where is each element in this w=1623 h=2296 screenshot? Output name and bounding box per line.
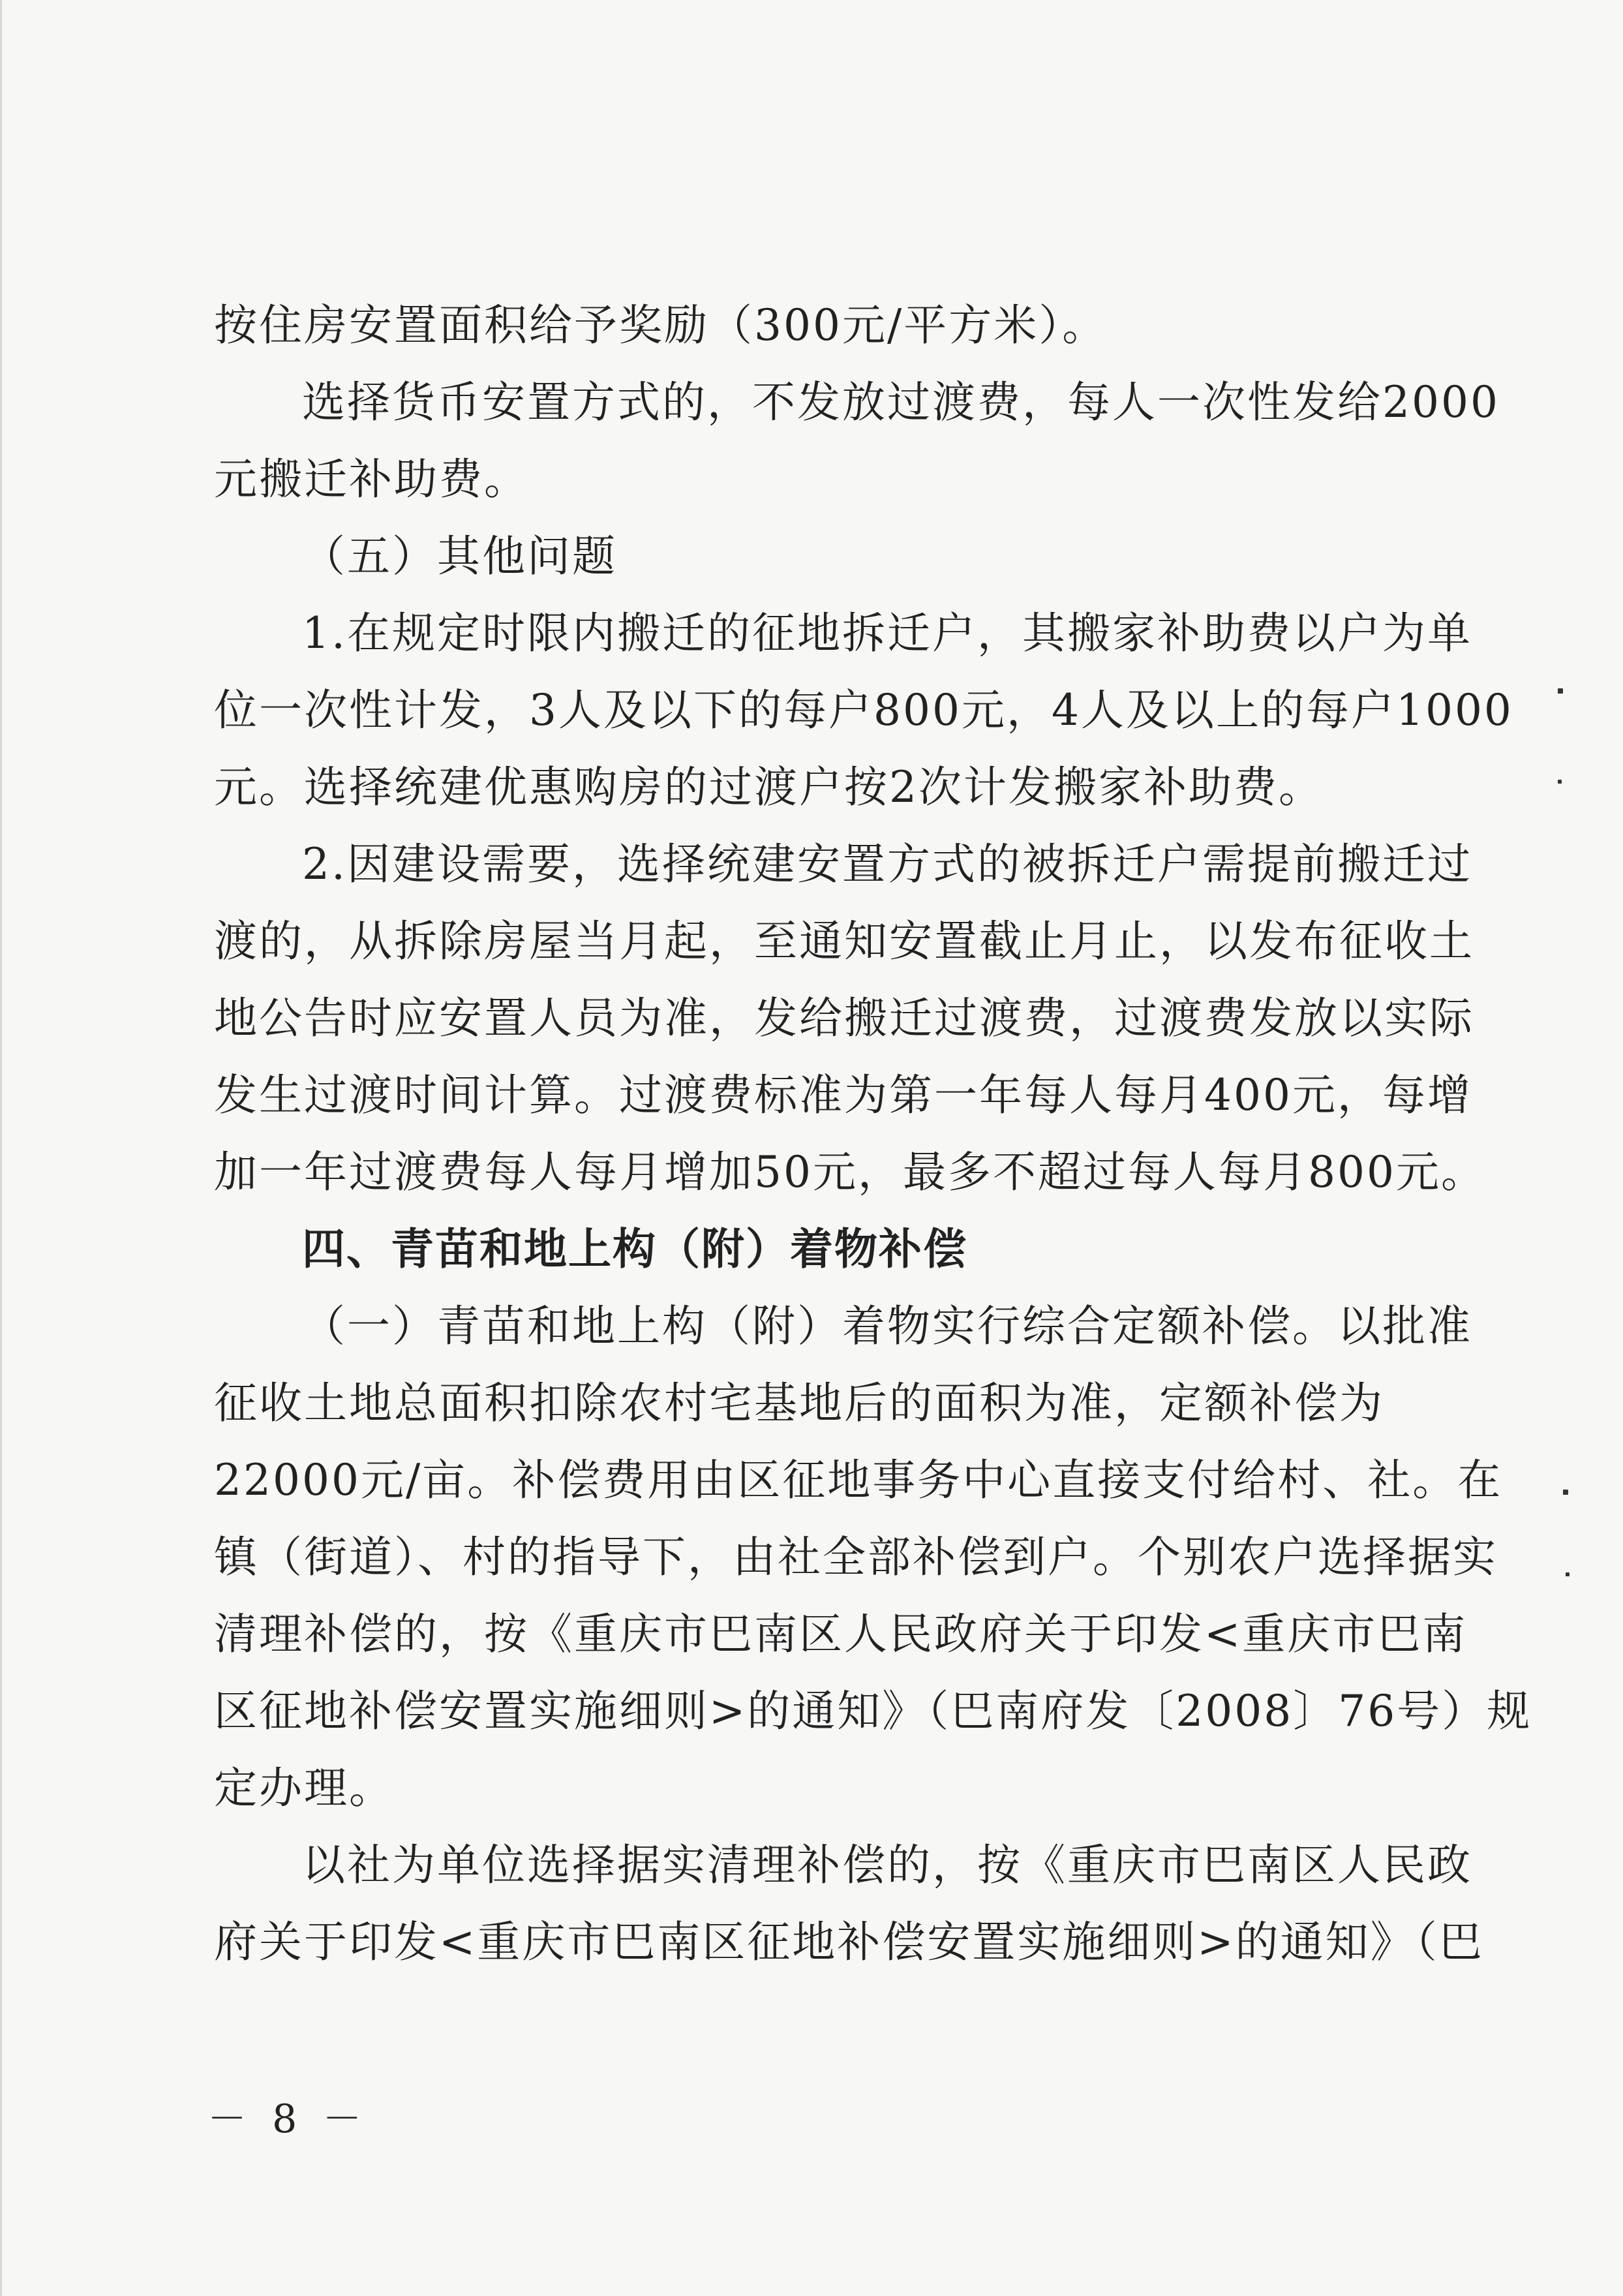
paragraph-line: （一）青苗和地上构（附）着物实行综合定额补偿。以批准 [302, 1301, 1472, 1351]
paragraph-line: 以社为单位选择据实清理补偿的，按《重庆市巴南区人民政 [302, 1840, 1472, 1890]
paragraph-line: 清理补偿的，按《重庆市巴南区人民政府关于印发<重庆市巴南 [214, 1609, 1468, 1659]
document-body [214, 287, 1532, 1981]
scan-edge [0, 0, 2, 2296]
paragraph-line: 府关于印发<重庆市巴南区征地补偿安置实施细则>的通知》（巴 [214, 1917, 1484, 1967]
scan-dot [1563, 1490, 1568, 1495]
paragraph-line: 元。选择统建优惠购房的过渡户按2次计发搬家补助费。 [214, 762, 1324, 812]
paragraph-line: 2.因建设需要，选择统建安置方式的被拆迁户需提前搬迁过 [302, 839, 1472, 889]
scan-dot [1566, 1572, 1570, 1576]
page-number: － 8 － [207, 2096, 369, 2142]
paragraph-line: 22000元/亩。补偿费用由区征地事务中心直接支付给村、社。在 [214, 1455, 1503, 1505]
paragraph-line: 元搬迁补助费。 [214, 454, 529, 504]
paragraph-line: 定办理。 [214, 1763, 394, 1813]
paragraph-line: 区征地补偿安置实施细则>的通知》（巴南府发〔2008〕76号）规 [214, 1686, 1532, 1736]
paragraph-line: 1.在规定时限内搬迁的征地拆迁户，其搬家补助费以户为单 [302, 608, 1472, 658]
paragraph-line: 选择货币安置方式的，不发放过渡费，每人一次性发给2000 [302, 377, 1500, 427]
paragraph-line: 发生过渡时间计算。过渡费标准为第一年每人每月400元，每增 [214, 1070, 1472, 1120]
scan-dot [1558, 780, 1562, 784]
paragraph-line: 镇（街道）、村的指导下，由社全部补偿到户。个别农户选择据实 [214, 1532, 1498, 1582]
paragraph-line: 加一年过渡费每人每月增加50元，最多不超过每人每月800元。 [214, 1147, 1486, 1197]
paragraph-line: 地公告时应安置人员为准，发给搬迁过渡费，过渡费发放以实际 [214, 993, 1474, 1043]
paragraph-line: 征收土地总面积扣除农村宅基地后的面积为准，定额补偿为 [214, 1378, 1384, 1428]
paragraph-line: 渡的，从拆除房屋当月起，至通知安置截止月止，以发布征收土 [214, 916, 1474, 966]
paragraph-line: 按住房安置面积给予奖励（300元/平方米）。 [214, 300, 1108, 350]
section-heading: （五）其他问题 [302, 531, 617, 581]
paragraph-line: 位一次性计发，3人及以下的每户800元，4人及以上的每户1000 [214, 685, 1513, 735]
scan-dot [1558, 688, 1563, 694]
chapter-heading: 四、青苗和地上构（附）着物补偿 [302, 1224, 967, 1274]
